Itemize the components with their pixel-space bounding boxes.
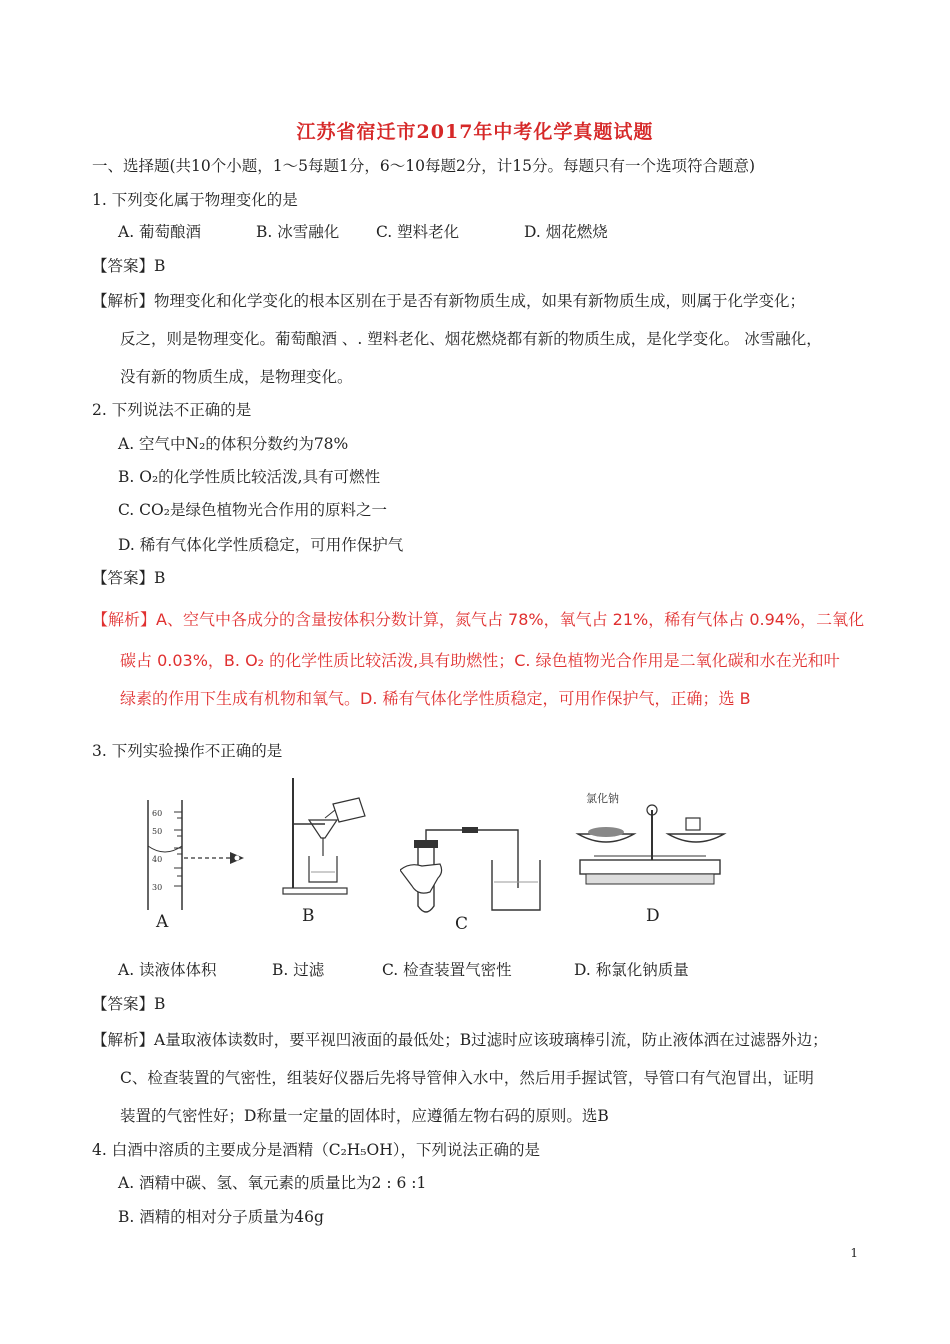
q1-analysis-line: 反之，则是物理变化。葡萄酿酒 、. 塑料老化、烟花燃烧都有新的物质生成，是化学变化。 冰雪融化， xyxy=(120,330,822,348)
figure-label-d: D xyxy=(646,906,660,926)
q3-analysis-line: 装置的气密性好；D称量一定量的固体时，应遵循左物右码的原则。选B xyxy=(120,1107,609,1125)
tick-label: 50 xyxy=(152,827,163,836)
figure-d-balance xyxy=(572,790,732,902)
q3-stem: 3. 下列实验操作不正确的是 xyxy=(92,742,283,760)
q4-option-b: B. 酒精的相对分子质量为46g xyxy=(118,1208,324,1226)
q2-option-b: B. O₂的化学性质比较活泼,具有可燃性 xyxy=(118,468,381,486)
q2-option-d: D. 稀有气体化学性质稳定，可用作保护气 xyxy=(118,536,404,554)
q1-stem: 1. 下列变化属于物理变化的是 xyxy=(92,191,298,209)
tick-label: 30 xyxy=(152,883,163,892)
q2-answer: 【答案】B xyxy=(92,569,166,587)
q2-analysis-line: 绿素的作用下生成有机物和氧气。D. 稀有气体化学性质稳定，可用作保护气，正确；选 B xyxy=(120,689,751,708)
q3-option-c: C. 检查装置气密性 xyxy=(382,961,512,979)
q1-option-a: A. 葡萄酿酒 xyxy=(118,223,202,241)
tick-label: 60 xyxy=(152,809,163,818)
q3-option-d: D. 称氯化钠质量 xyxy=(574,961,689,979)
q4-option-a: A. 酒精中碳、氢、氧元素的质量比为2 : 6 :1 xyxy=(118,1174,427,1192)
q1-analysis-line: 【解析】物理变化和化学变化的根本区别在于是否有新物质生成，如果有新物质生成，则属于化学变化； xyxy=(92,292,806,310)
figure-a-graduated-cylinder xyxy=(140,800,250,915)
figure-label-b: B xyxy=(302,906,315,926)
q1-option-d: D. 烟花燃烧 xyxy=(524,223,608,241)
q3-option-a: A. 读液体体积 xyxy=(118,961,217,979)
page-title: 江苏省宿迁市2017年中考化学真题试题 xyxy=(296,121,654,143)
q1-answer: 【答案】B xyxy=(92,257,166,275)
q2-option-a: A. 空气中N₂的体积分数约为78% xyxy=(118,435,349,453)
figure-label-a: A xyxy=(156,912,169,932)
tick-label: 40 xyxy=(152,855,163,864)
q3-analysis-line: 【解析】A量取液体读数时，要平视凹液面的最低处；B过滤时应该玻璃棒引流，防止液体洒在过滤器外边； xyxy=(92,1031,828,1049)
q2-option-c: C. CO₂是绿色植物光合作用的原料之一 xyxy=(118,501,387,519)
page-number: 1 xyxy=(850,1246,858,1260)
q3-answer: 【答案】B xyxy=(92,995,166,1013)
q2-analysis-line: 碳占 0.03%，B. O₂ 的化学性质比较活泼,具有助燃性；C. 绿色植物光合作用是二氧化碳和水在光和叶 xyxy=(120,651,840,670)
q1-option-c: C. 塑料老化 xyxy=(376,223,460,241)
q4-stem: 4. 白酒中溶质的主要成分是酒精（C₂H₅OH），下列说法正确的是 xyxy=(92,1141,540,1159)
q2-stem: 2. 下列说法不正确的是 xyxy=(92,401,252,419)
figure-b-filtration xyxy=(275,776,375,901)
salt-label: 氯化钠 xyxy=(586,792,619,805)
section-heading: 一、选择题(共10个小题，1～5每题1分，6～10每题2分，计15分。每题只有一个选项符合题意) xyxy=(92,157,756,175)
q1-analysis-line: 没有新的物质生成，是物理变化。 xyxy=(120,368,353,386)
q3-option-b: B. 过滤 xyxy=(272,961,325,979)
figure-c-airtightness-check xyxy=(400,826,560,918)
figure-label-c: C xyxy=(455,914,469,934)
q1-option-b: B. 冰雪融化 xyxy=(256,223,340,241)
q3-analysis-line: C、检查装置的气密性，组装好仪器后先将导管伸入水中，然后用手握试管，导管口有气泡冒出，证明 xyxy=(120,1069,814,1087)
q2-analysis-line: 【解析】A、空气中各成分的含量按体积分数计算，氮气占 78%，氧气占 21%，稀有气体占 0.94%，二氧化 xyxy=(92,610,865,629)
